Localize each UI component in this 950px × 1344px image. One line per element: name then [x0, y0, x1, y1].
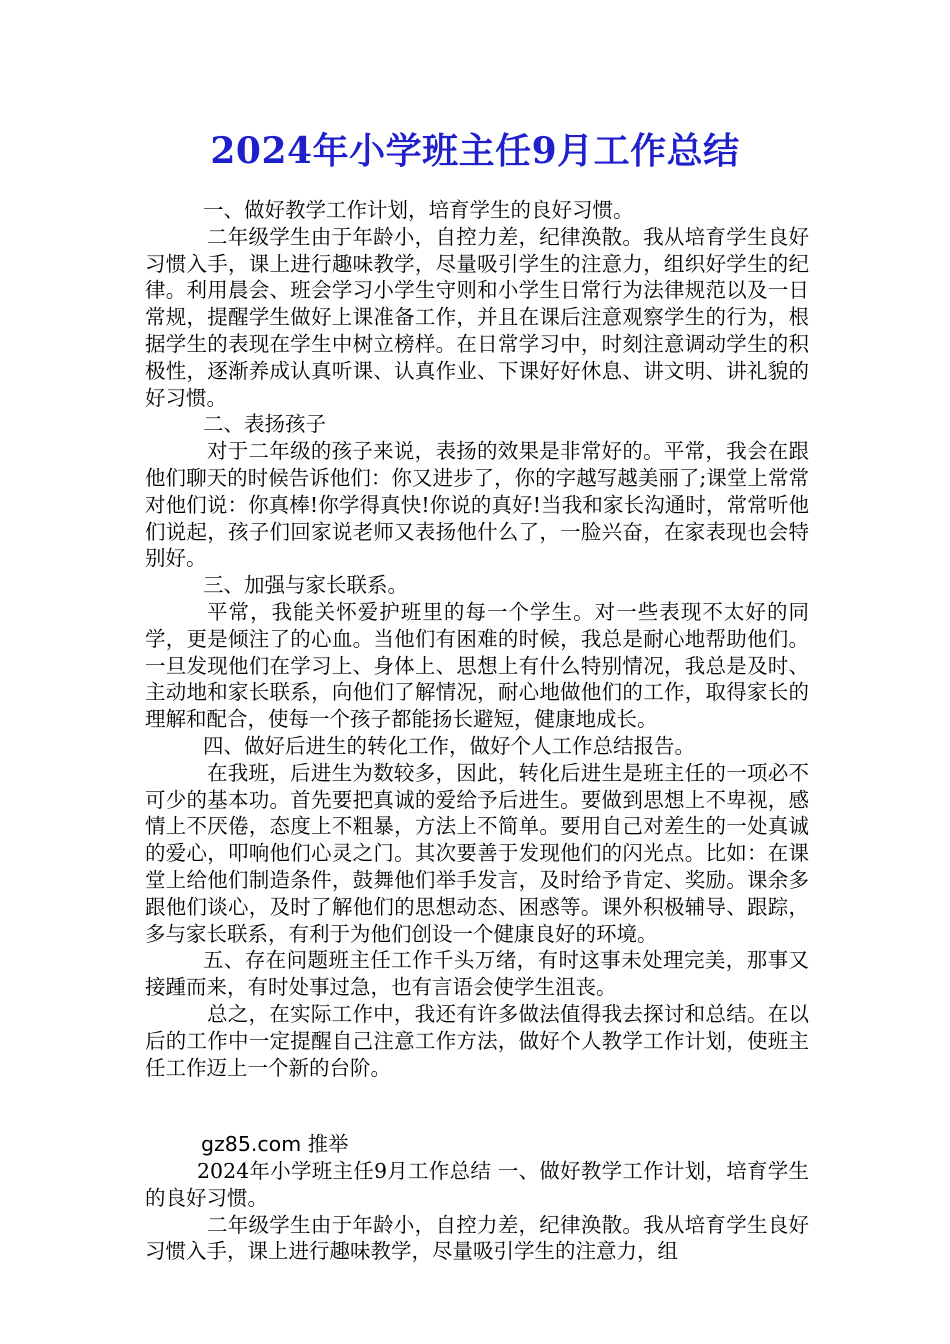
section-heading-4: 四、做好后进生的转化工作，做好个人工作总结报告。: [203, 733, 695, 758]
paragraph-4: 在我班，后进生为数较多，因此，转化后进生是班主任的一项必不可少的基本功。首先要把真诚的爱给予后进生。要做到思想上不卑视，感情上不厌倦，态度上不粗暴，方法上不简单。要用自己对差生的一处真诚的爱心，叩响他们心灵之门。其次要善于发现他们的闪光点。比如：在课堂上给他们制造条件，鼓舞他们举手发言，及时给予肯定、奖励。课余多跟他们谈心，及时了解他们的思想动态、困惑等。课外积极辅导、跟踪，多与家长联系，有利于为他们创设一个健康良好的环境。: [145, 760, 809, 946]
section-heading-1: 一、做好教学工作计划，培育学生的良好习惯。: [203, 198, 634, 222]
spacer: [145, 1081, 809, 1131]
source-line: gz85.com 推举: [201, 1132, 349, 1157]
section-5-problems: 五、存在问题班主任工作千头万绪，有时这事未处理完美，那事又接踵而来，有时处事过急，也有言语会使学生沮丧。: [145, 948, 809, 1000]
paragraph-3: 平常，我能关怀爱护班里的每一个学生。对一些表现不太好的同学，更是倾注了的心血。当他们有困难的时候，我总是耐心地帮助他们。一旦发现他们在学习上、身体上、思想上有什么特别情况，我总是及时、主动地和家长联系，向他们了解情况，耐心地做他们的工作，取得家长的理解和配合，使每一个孩子都能扬长避短，健康地成长。: [145, 599, 809, 732]
paragraph-1: 二年级学生由于年龄小，自控力差，纪律涣散。我从培育学生良好习惯入手，课上进行趣味教学，尽量吸引学生的注意力，组织好学生的纪律。利用晨会、班会学习小学生守则和小学生日常行为法律规范以及一日常规，提醒学生做好上课准备工作，并且在课后注意观察学生的行为，根据学生的表现在学生中树立榜样。在日常学习中，时刻注意调动学生的积极性，逐渐养成认真听课、认真作业、下课好好休息、讲文明、讲礼貌的好习惯。: [145, 224, 809, 410]
document-title: 2024年小学班主任9月工作总结: [210, 130, 740, 172]
paragraph-2: 对于二年级的孩子来说，表扬的效果是非常好的。平常，我会在跟他们聊天的时候告诉他们：你又进步了，你的字越写越美丽了;课堂上常常对他们说：你真棒!你学得真快!你说的真好!当我和家长沟通时，常常听他们说起，孩子们回家说老师又表扬他什么了，一脸兴奋，在家表现也会特别好。: [145, 439, 809, 571]
conclusion-paragraph: 总之，在实际工作中，我还有许多做法值得我去探讨和总结。在以后的工作中一定提醒自己注意工作方法，做好个人教学工作计划，使班主任工作迈上一个新的台阶。: [145, 1001, 809, 1080]
section-heading-3: 三、加强与家长联系。: [203, 573, 408, 598]
document-body: [145, 197, 809, 1265]
section-heading-2: 二、表扬孩子: [203, 412, 326, 437]
repeat-paragraph-1: 2024年小学班主任9月工作总结 一、做好教学工作计划，培育学生的良好习惯。: [145, 1159, 809, 1210]
repeat-paragraph-2: 二年级学生由于年龄小，自控力差，纪律涣散。我从培育学生良好习惯入手，课上进行趣味教学，尽量吸引学生的注意力，组: [145, 1212, 809, 1264]
